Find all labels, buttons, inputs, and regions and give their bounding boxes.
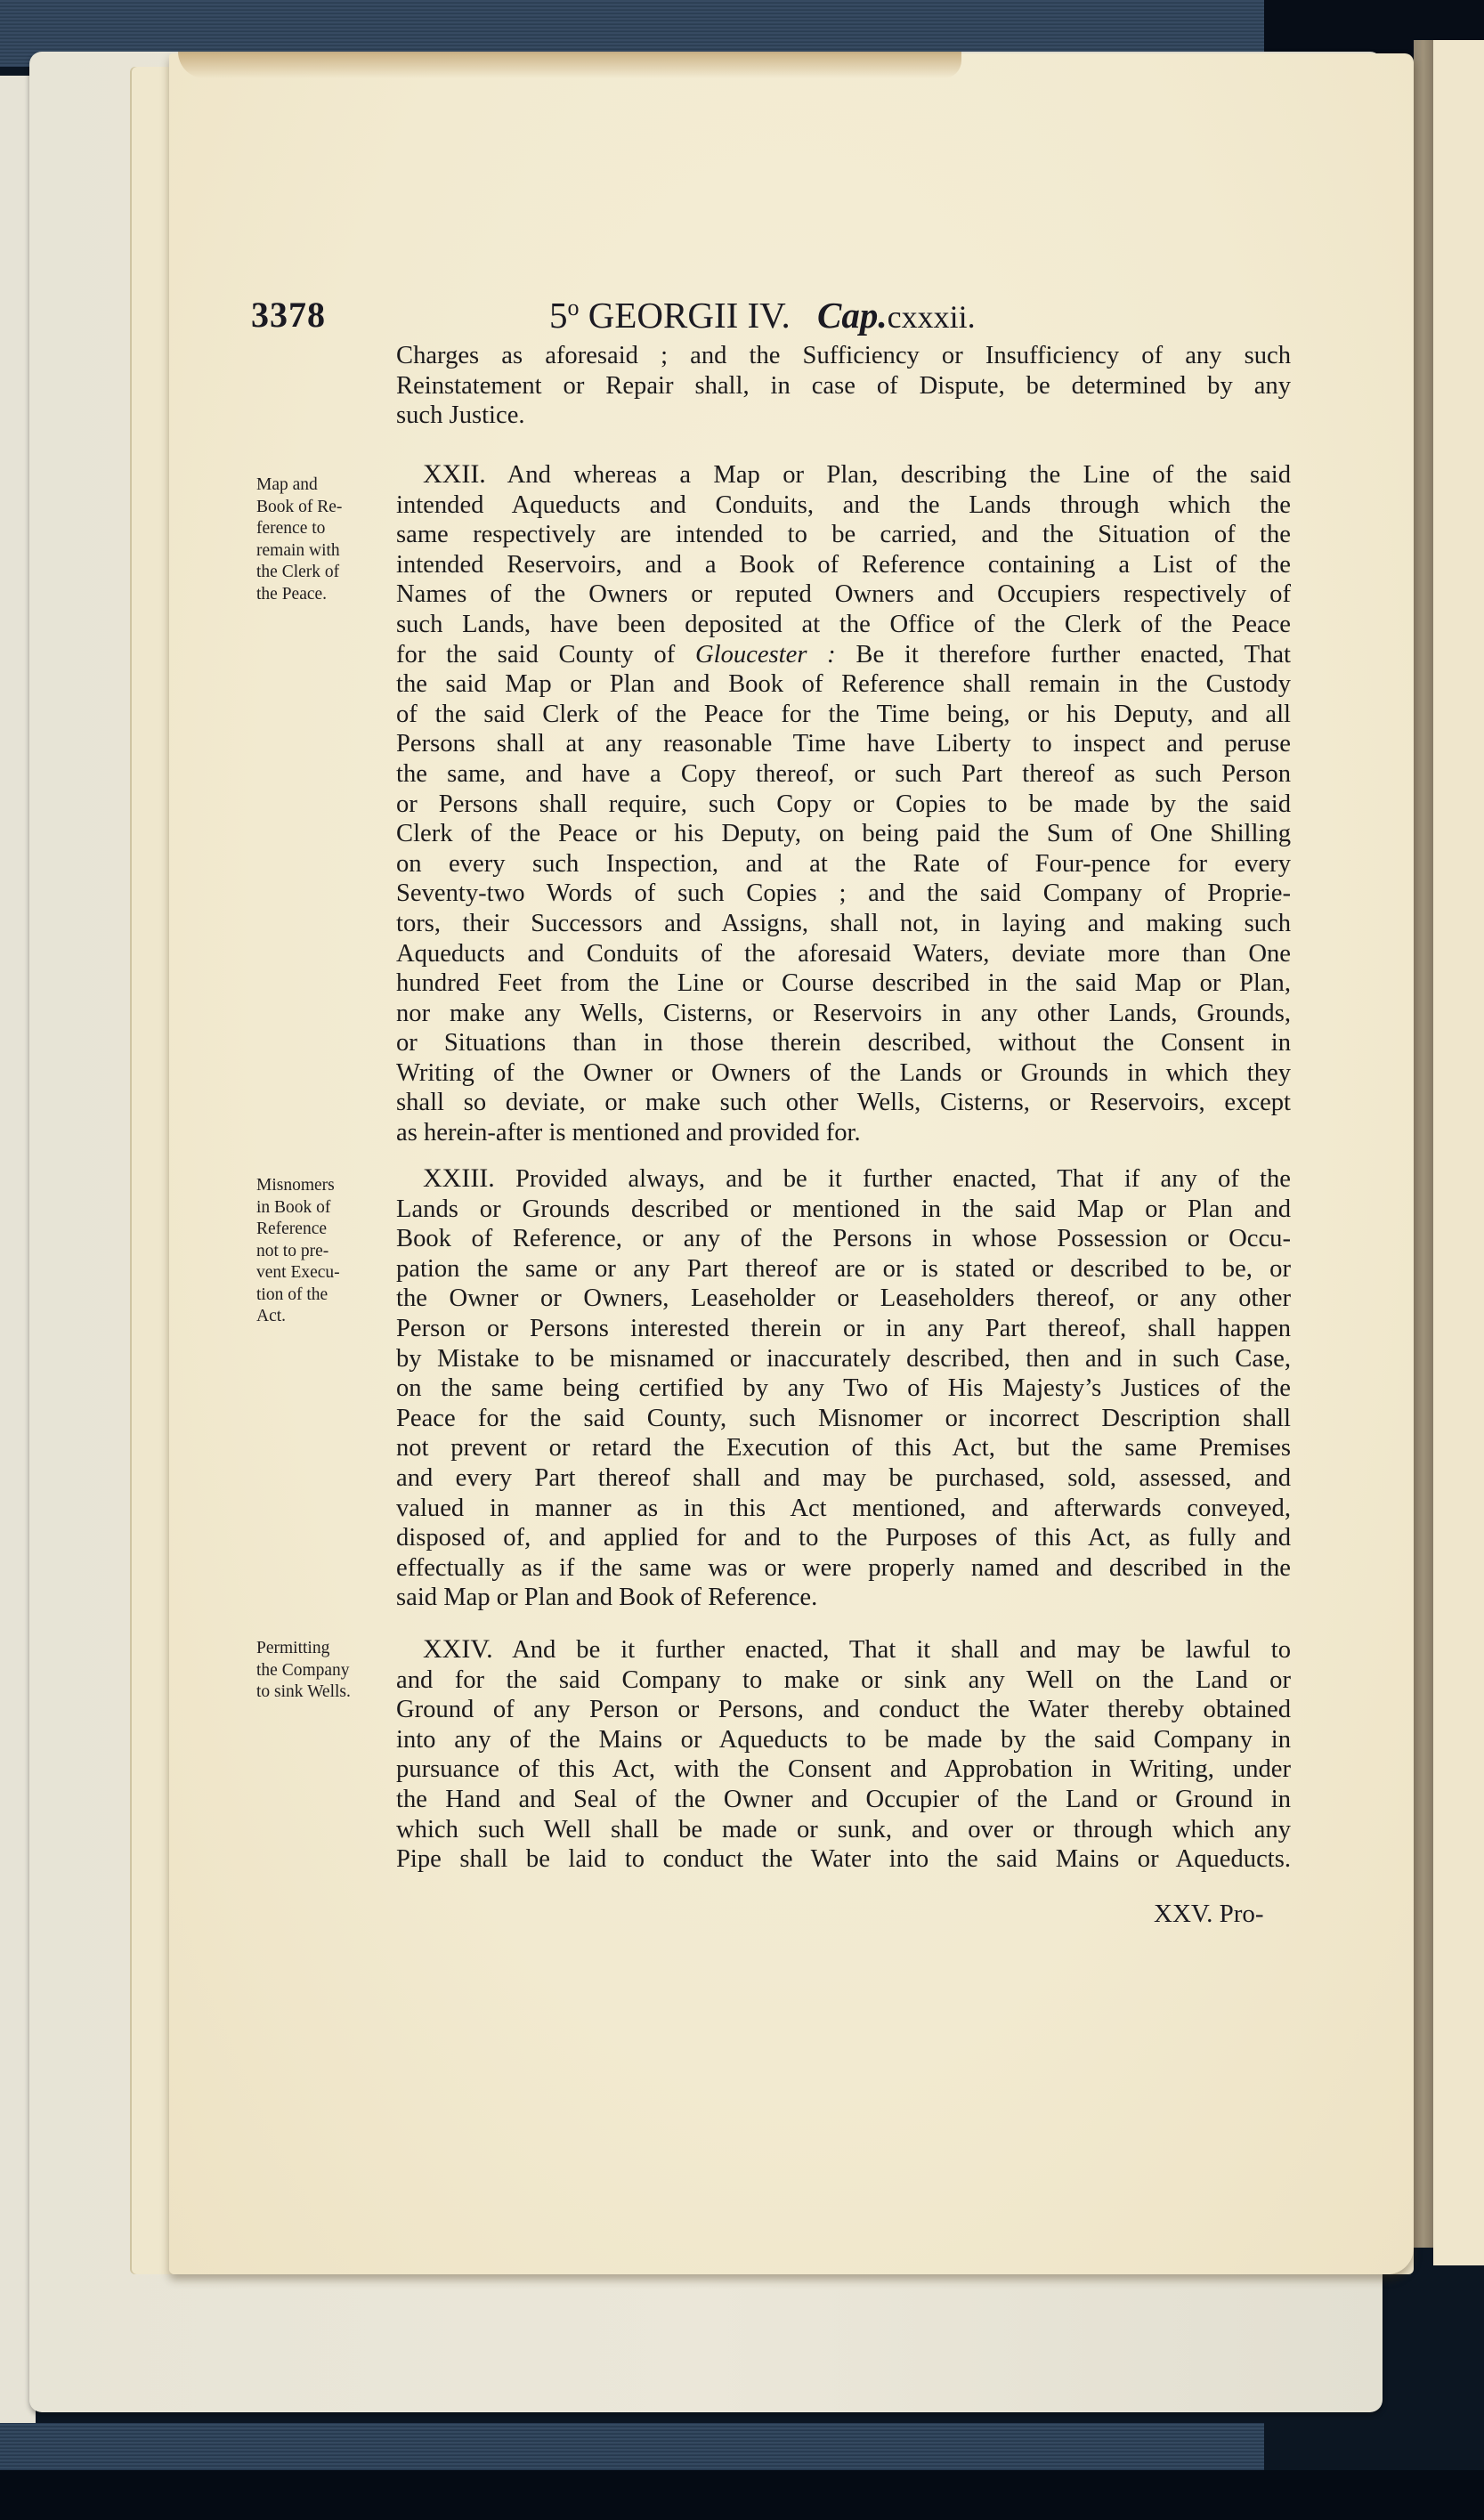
margin-note-line: Permitting xyxy=(256,1639,330,1657)
text-line: as herein-after is mentioned and provided for. xyxy=(396,1119,861,1147)
margin-note-line: ference to xyxy=(256,519,326,538)
text-line: Seventy-two Words of such Copies ; and the said Company of Proprie- xyxy=(396,879,1291,908)
water-stain xyxy=(178,52,961,78)
margin-note-line: to sink Wells. xyxy=(256,1682,351,1701)
text-line: on the same being certified by any Two of His Majesty’s Justices of the xyxy=(396,1374,1291,1403)
text-line: the same, and have a Copy thereof, or such Part thereof as such Person xyxy=(396,759,1291,788)
text-line: Charges as aforesaid ; and the Sufficiency or Insufficiency of any such xyxy=(396,342,1291,369)
text-line: valued in manner as in this Act mentioned, and afterwards conveyed, xyxy=(396,1494,1291,1522)
margin-note-line: the Peace. xyxy=(256,584,328,604)
text-segment: And be it further enacted, That it shall and may be lawful to xyxy=(512,1636,1292,1664)
page-gutter-shadow xyxy=(1414,40,1433,2248)
text-line: Aqueducts and Conduits of the aforesaid Waters, deviate more than One xyxy=(396,939,1291,968)
text-line: Lands or Grounds described or mentioned in the said Map or Plan and xyxy=(396,1195,1291,1223)
text-line: shall so deviate, or make such other Wells, Cisterns, or Reservoirs, except xyxy=(396,1089,1291,1117)
text-line: such Lands, have been deposited at the Office of the Clerk of the Peace xyxy=(396,610,1291,638)
text-line: which such Well shall be made or sunk, and over or through which any xyxy=(396,1815,1291,1843)
text-line: the Owner or Owners, Leaseholder or Leaseholders thereof, or any other xyxy=(396,1284,1291,1313)
text-line: Book of Reference, or any of the Persons in whose Possession or Occu- xyxy=(396,1225,1291,1253)
text-line: pursuance of this Act, with the Consent and Approbation in Writing, under xyxy=(396,1755,1291,1784)
monarch-name: GEORGII IV. xyxy=(588,295,791,336)
background-dark-bottom xyxy=(0,2470,1484,2520)
text-line: Pipe shall be laid to conduct the Water into the said Mains or Aqueducts. xyxy=(396,1845,1291,1874)
county-name: Gloucester : xyxy=(694,640,836,668)
section-number: XXIV. xyxy=(423,1634,493,1664)
text-line xyxy=(396,1634,1291,1665)
text-line: same respectively are intended to be carried, and the Situation of the xyxy=(396,521,1291,549)
text-line: or Persons shall require, such Copy or Copies to be made by the said xyxy=(396,790,1291,818)
margin-note-line: Map and xyxy=(256,475,318,494)
text-line: Reinstatement or Repair shall, in case of Dispute, be determined by any xyxy=(396,371,1291,400)
text-line: Names of the Owners or reputed Owners and Occupiers respectively of xyxy=(396,580,1291,609)
margin-note-line: tion of the xyxy=(256,1284,328,1304)
margin-note-line: not to pre- xyxy=(256,1241,329,1260)
text-line: by Mistake to be misnamed or inaccurately described, then and in such Case, xyxy=(396,1344,1291,1373)
margin-note-section-24 xyxy=(256,1638,399,1704)
margin-note-line: the Company xyxy=(256,1660,350,1680)
page-header xyxy=(251,294,1293,347)
text-line: on every such Inspection, and at the Rate of Four-pence for every xyxy=(396,849,1291,878)
text-line xyxy=(396,1163,1291,1195)
section-24 xyxy=(396,1634,1291,1875)
text-line: tors, their Successors and Assigns, shall not, in laying and making such xyxy=(396,909,1291,937)
catchword: XXV. Pro- xyxy=(1154,1900,1264,1928)
text-segment: Be it therefore further enacted, That xyxy=(835,640,1291,668)
section-number: XXII. xyxy=(423,459,486,489)
text-line: disposed of, and applied for and to the Purposes of this Act, as fully and xyxy=(396,1524,1291,1552)
text-line: intended Aqueducts and Conduits, and the Lands through which the xyxy=(396,490,1291,519)
cap-label: Cap. xyxy=(817,295,888,336)
text-line: hundred Feet from the Line or Course described in the said Map or Plan, xyxy=(396,969,1291,998)
text-line: Writing of the Owner or Owners of the Lands or Grounds in which they xyxy=(396,1058,1291,1087)
text-line: pation the same or any Part thereof are or is stated or described to be, or xyxy=(396,1254,1291,1283)
facing-page-edge xyxy=(1433,40,1484,2265)
text-line: such Justice. xyxy=(396,401,525,430)
text-line: Persons shall at any reasonable Time have Liberty to inspect and peruse xyxy=(396,730,1291,758)
margin-note-line: the Clerk of xyxy=(256,563,340,581)
margin-note-line: in Book of xyxy=(256,1197,331,1217)
text-line: nor make any Wells, Cisterns, or Reservoirs in any other Lands, Grounds, xyxy=(396,999,1291,1027)
margin-note-line: Misnomers xyxy=(256,1176,335,1195)
book-cover-cloth-bottom xyxy=(0,2423,1264,2476)
text-line xyxy=(396,459,1291,490)
text-line: the said Map or Plan and Book of Reference shall remain in the Custody xyxy=(396,670,1291,699)
text-line: Peace for the said County, such Misnomer or incorrect Description shall xyxy=(396,1404,1291,1432)
margin-note-line: vent Execu- xyxy=(256,1263,340,1282)
margin-note-line: Reference xyxy=(256,1219,328,1238)
running-head xyxy=(549,294,976,336)
margin-note-section-23 xyxy=(256,1175,399,1328)
text-line: said Map or Plan and Book of Reference. xyxy=(396,1584,818,1612)
text-segment: Provided always, and be it further enacted, That if any of the xyxy=(515,1165,1291,1193)
text-line: and for the said Company to make or sink any Well on the Land or xyxy=(396,1665,1291,1694)
chapter-number: cxxxii. xyxy=(887,299,976,335)
regnal-year: 5 xyxy=(549,295,568,336)
margin-note-line: remain with xyxy=(256,540,340,560)
text-line: effectually as if the same was or were properly named and described in the xyxy=(396,1553,1291,1582)
continuation-paragraph xyxy=(396,341,1291,431)
text-line: Ground of any Person or Persons, and conduct the Water thereby obtained xyxy=(396,1696,1291,1724)
text-line: into any of the Mains or Aqueducts to be made by the said Company in xyxy=(396,1725,1291,1754)
text-line: Person or Persons interested therein or in any Part thereof, shall happen xyxy=(396,1314,1291,1342)
text-line: and every Part thereof shall and may be purchased, sold, assessed, and xyxy=(396,1463,1291,1492)
text-line: or Situations than in those therein described, without the Consent in xyxy=(396,1029,1291,1057)
section-23 xyxy=(396,1163,1291,1613)
section-number: XXIII. xyxy=(423,1163,495,1193)
margin-note-section-22 xyxy=(256,474,399,605)
text-line: intended Reservoirs, and a Book of Reference containing a List of the xyxy=(396,550,1291,579)
text-line: the Hand and Seal of the Owner and Occupier of the Land or Ground in xyxy=(396,1785,1291,1813)
degree-sign: o xyxy=(567,295,580,320)
text-line xyxy=(396,640,1291,670)
margin-note-line: Book of Re- xyxy=(256,497,343,516)
text-line: not prevent or retard the Execution of this Act, but the same Premises xyxy=(396,1434,1291,1463)
section-22 xyxy=(396,459,1291,1148)
text-segment: for the said County of xyxy=(396,640,695,668)
margin-note-line: Act. xyxy=(256,1307,287,1325)
text-line: Clerk of the Peace or his Deputy, on being paid the Sum of One Shilling xyxy=(396,820,1291,848)
text-line: of the said Clerk of the Peace for the Time being, or his Deputy, and all xyxy=(396,700,1291,728)
text-segment: And whereas a Map or Plan, describing the Line of the said xyxy=(507,461,1292,489)
page-number: 3378 xyxy=(251,295,326,335)
